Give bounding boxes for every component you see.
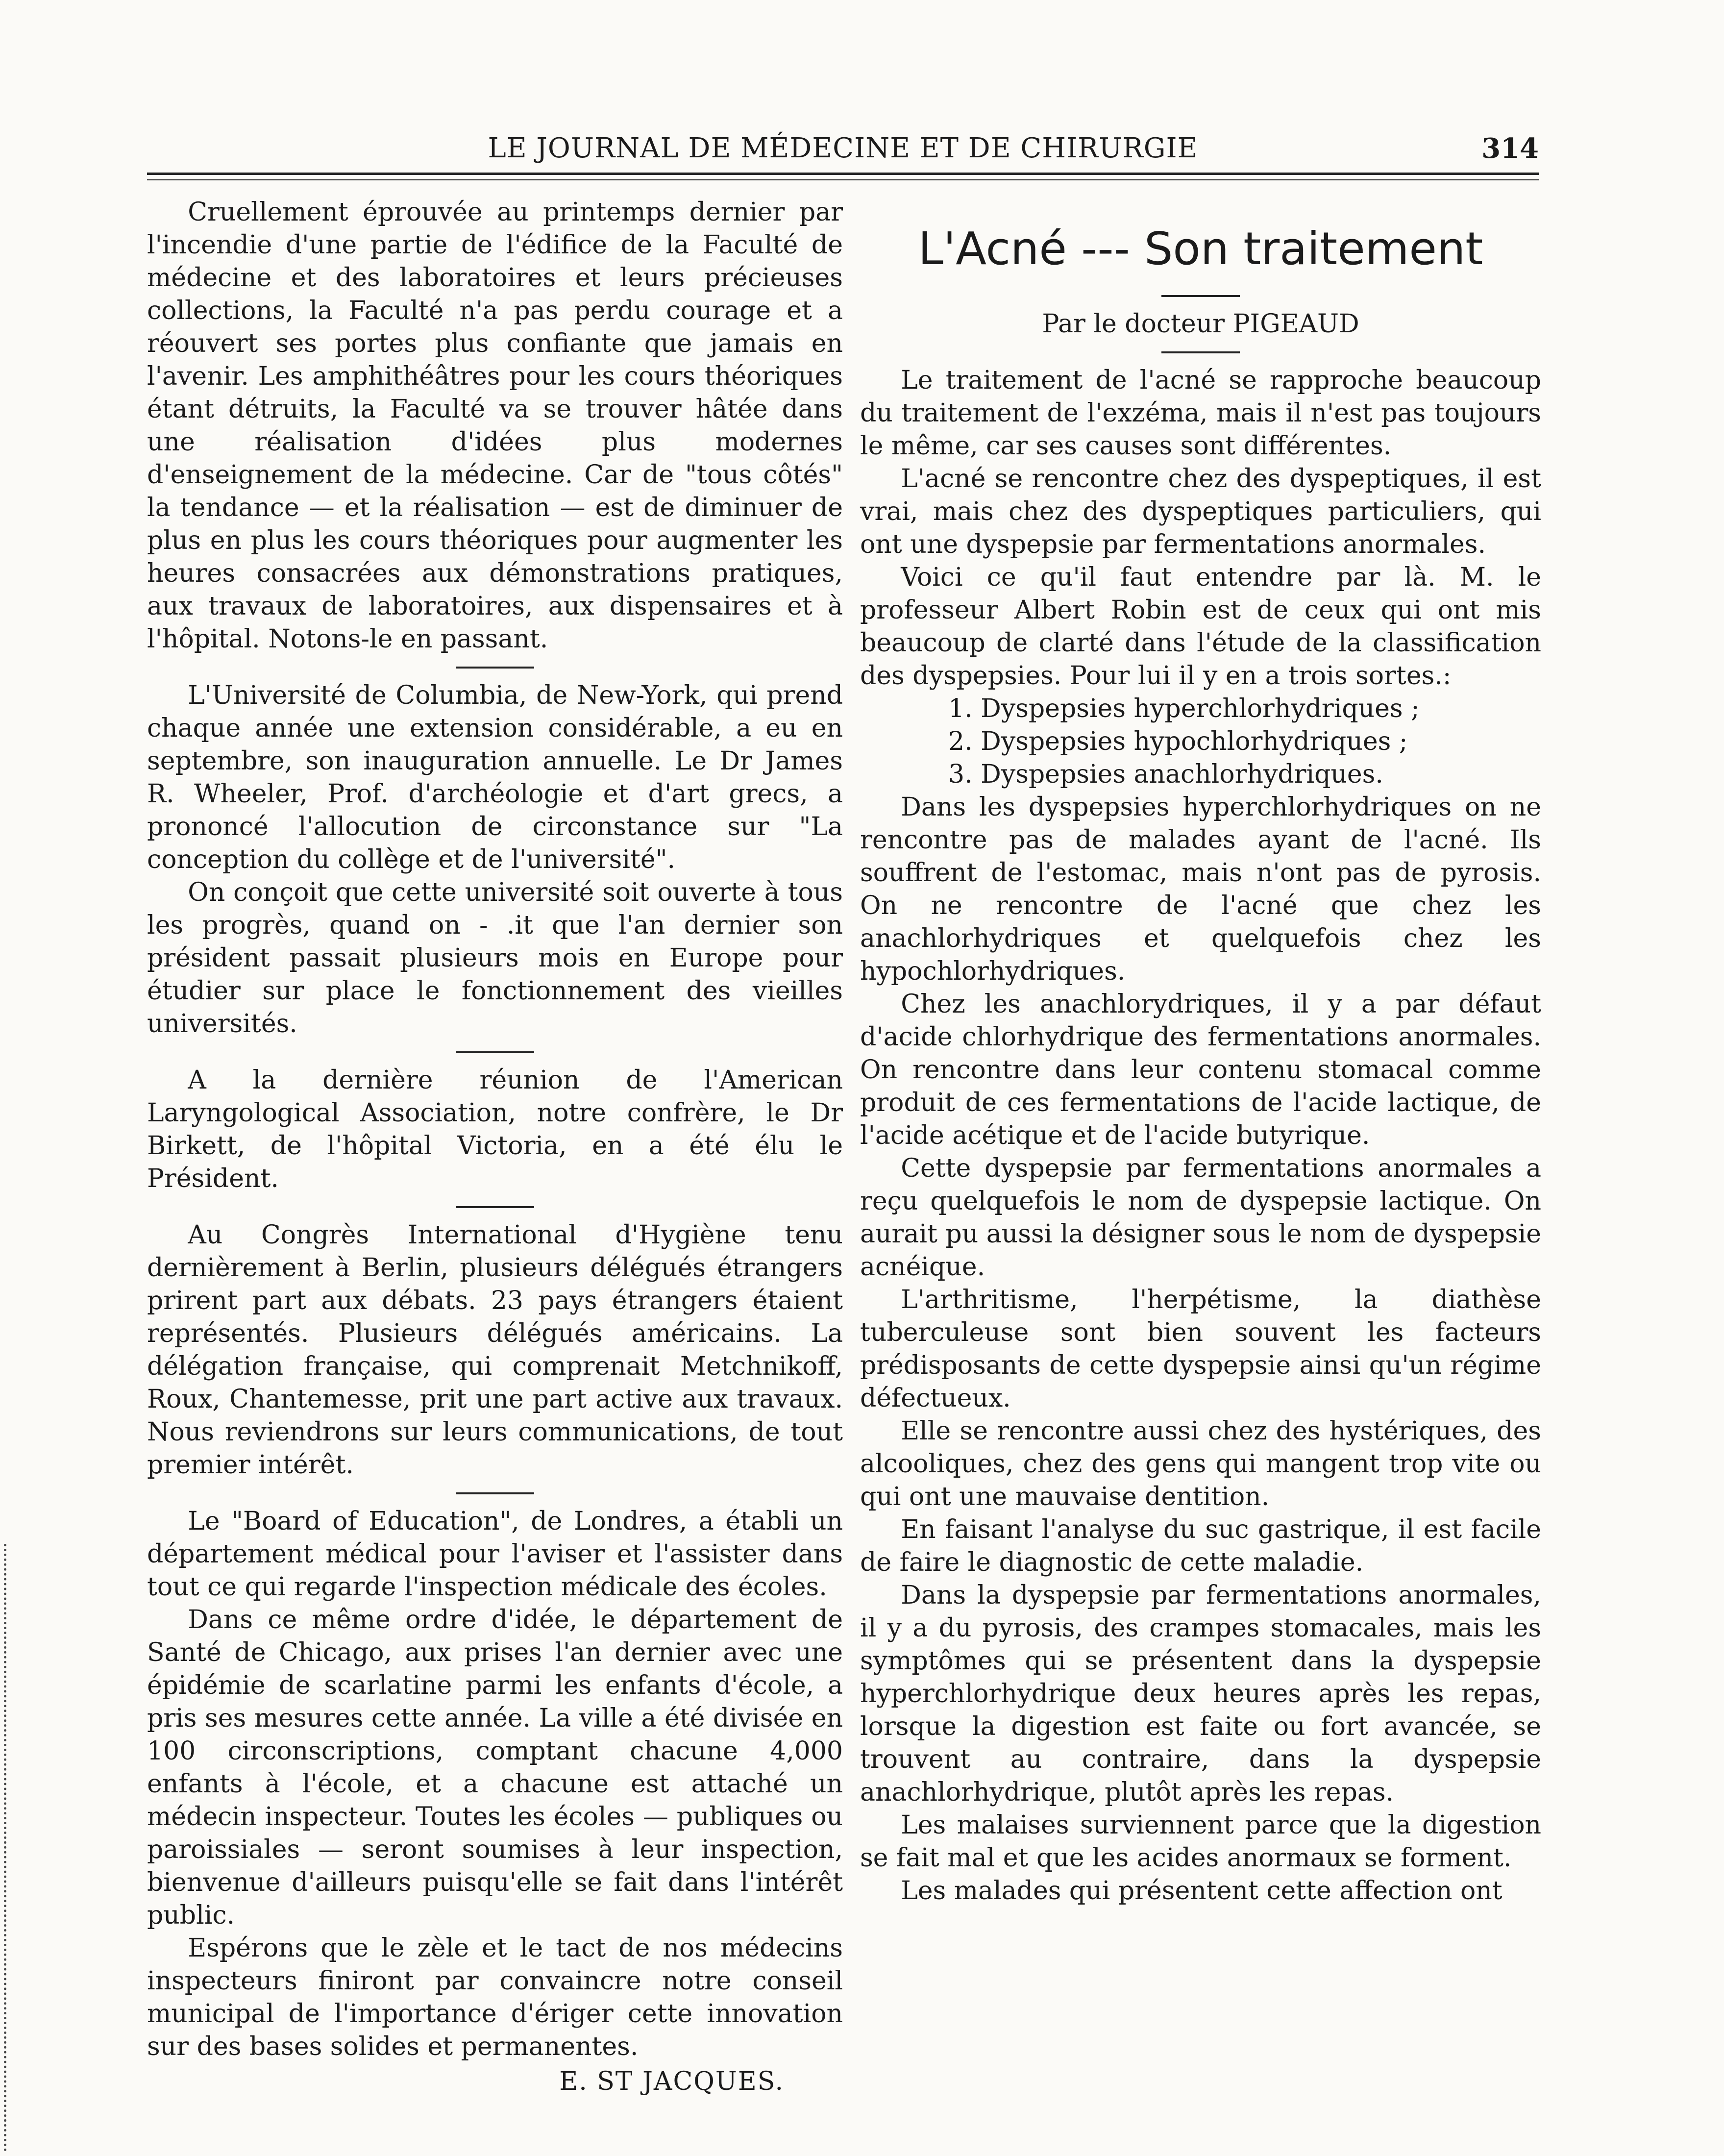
dyspepsia-list — [948, 693, 1541, 791]
header-rule-thick — [147, 173, 1539, 175]
paragraph: L'Université de Columbia, de New-York, qui prend chaque année une extension considérable, a eu en septembre, son inauguration annuelle. Le Dr James R. Wheeler, Prof. d'archéologie et d'art grecs, a prononcé l'allocution de circonstance sur "La conception du collège et de l'université". — [147, 681, 843, 874]
paragraph: Dans la dyspepsie par fermentations anormales, il y a du pyrosis, des crampes stomacales, mais les symptômes qui se présentent dans la dyspepsie hyperchlorhydrique deux heures après les repas, lorsque la digestion est faite ou fort avancée, se trouvent au contraire, dans la dyspepsie anachlorhydrique, plutôt après les repas. — [860, 1581, 1541, 1807]
binding-edge-marks — [4, 1544, 11, 2152]
section-divider — [456, 667, 534, 669]
header-rule-thin — [147, 179, 1539, 180]
paragraph: A la dernière réunion de l'American Laryngological Association, notre confrère, le Dr Birkett, de l'hôpital Victoria, en a été élu le Président. — [147, 1066, 843, 1193]
paragraph: Dans ce même ordre d'idée, le département de Santé de Chicago, aux prises l'an dernier avec une épidémie de scarlatine parmi les enfants d'école, a pris ses mesures cette année. La ville a été divisée en 100 circonscriptions, comptant chacune 4,000 enfants à l'école, et a chacune est attaché un médecin inspecteur. Toutes les écoles — publiques ou paroissiales — seront soumises à leur inspection, bienvenue d'ailleurs puisqu'elle se fait dans l'intérêt public. — [147, 1605, 843, 1930]
paragraph: L'arthritisme, l'herpétisme, la diathèse tuberculeuse sont bien souvent les facteurs prédisposants de cette dyspepsie ainsi qu'un régime défectueux. — [860, 1285, 1541, 1413]
paragraph: On conçoit que cette université soit ouverte à tous les progrès, quand on - .it que l'an dernier son président passait plusieurs mois en Europe pour étudier sur place le fonctionnement des vieilles universités. — [147, 878, 843, 1039]
paragraph: En faisant l'analyse du suc gastrique, il est facile de faire le diagnostic de cette maladie. — [860, 1515, 1541, 1577]
paragraph: Espérons que le zèle et le tact de nos médecins inspecteurs finiront par convaincre notre conseil municipal de l'importance d'ériger cette innovation sur des bases solides et permanentes. — [147, 1933, 843, 2061]
left-column — [147, 196, 843, 2096]
journal-title: LE JOURNAL DE MÉDECINE ET DE CHIRURGIE — [488, 132, 1198, 164]
paragraph: Chez les anachlorydriques, il y a par défaut d'acide chlorhydrique des fermentations anormales. On rencontre dans leur contenu stomacal comme produit de ces fermentations de l'acide lactique, de l'acide acétique et de l'acide butyrique. — [860, 990, 1541, 1150]
author-divider — [1161, 351, 1240, 353]
list-item: 1. Dyspepsies hyperchlorhydriques ; — [948, 694, 1420, 723]
paragraph: Voici ce qu'il faut entendre par là. M. le professeur Albert Robin est de ceux qui ont mis beaucoup de clarté dans l'étude de la classification des dyspepsies. Pour lui il y en a trois sortes.: — [860, 563, 1541, 691]
right-column — [860, 196, 1541, 1989]
paragraph: Au Congrès International d'Hygiène tenu dernièrement à Berlin, plusieurs délégués étrangers prirent part aux débats. 23 pays étrangers étaient représentés. Plusieurs délégués américains. La délégation française, qui comprenait Metchnikoff, Roux, Chantemesse, prit une part active aux travaux. Nous reviendrons sur leurs communications, de tout premier intérêt. — [147, 1220, 843, 1480]
section-divider — [456, 1051, 534, 1053]
paragraph: Cruellement éprouvée au printemps dernier par l'incendie d'une partie de l'édifice de la Faculté de médecine et des laboratoires et leurs précieuses collections, la Faculté n'a pas perdu courage et a réouvert ses portes plus confiante que jamais en l'avenir. Les amphithéâtres pour les cours théoriques étant détruits, la Faculté va se trouver hâtée dans une réalisation d'idées plus modernes d'enseignement de la médecine. Car de "tous côtés" la tendance — et la réalisation — est de diminuer de plus en plus les cours théoriques pour augmenter les heures consacrées aux démonstrations pratiques, aux travaux de laboratoires, aux dispensaires et à l'hôpital. Notons-le en passant. — [147, 198, 843, 654]
page-number: 314 — [1481, 132, 1539, 165]
paragraph: Le "Board of Education", de Londres, a établi un département médical pour l'aviser et l'assister dans tout ce qui regarde l'inspection médicale des écoles. — [147, 1507, 843, 1602]
list-item: 2. Dyspepsies hypochlorhydriques ; — [948, 727, 1408, 756]
title-divider — [1161, 295, 1240, 297]
paragraph: Elle se rencontre aussi chez des hystériques, des alcooliques, chez des gens qui mangent trop vite ou qui ont une mauvaise dentition. — [860, 1416, 1541, 1512]
paragraph: Les malades qui présentent cette affection ont — [901, 1876, 1502, 1906]
author-signature: E. ST JACQUES. — [559, 2067, 784, 2096]
paragraph: Cette dyspepsie par fermentations anormales a reçu quelquefois le nom de dyspepsie lactique. On aurait pu aussi la désigner sous le nom de dyspepsie acnéique. — [860, 1154, 1541, 1282]
section-divider — [456, 1206, 534, 1208]
paragraph: Le traitement de l'acné se rapproche beaucoup du traitement de l'exzéma, mais il n'est pas toujours le même, car ses causes sont différentes. — [860, 366, 1541, 461]
paragraph: Dans les dyspepsies hyperchlorhydriques on ne rencontre pas de malades ayant de l'acné. Ils souffrent de l'estomac, mais n'ont pas de pyrosis. On ne rencontre de l'acné que chez les anachlorhydriques et quelquefois chez les hypochlorhydriques. — [860, 793, 1541, 986]
article-title: L'Acné --- Son traitement — [918, 223, 1483, 275]
article-author: Par le docteur PIGEAUD — [1042, 309, 1359, 339]
paragraph: L'acné se rencontre chez des dyspeptiques, il est vrai, mais chez des dyspeptiques particuliers, qui ont une dyspepsie par fermentations anormales. — [860, 464, 1541, 559]
page-header — [147, 131, 1539, 171]
section-divider — [456, 1492, 534, 1494]
paragraph: Les malaises surviennent parce que la digestion se fait mal et que les acides anormaux se forment. — [860, 1810, 1541, 1873]
list-item: 3. Dyspepsies anachlorhydriques. — [948, 760, 1383, 789]
